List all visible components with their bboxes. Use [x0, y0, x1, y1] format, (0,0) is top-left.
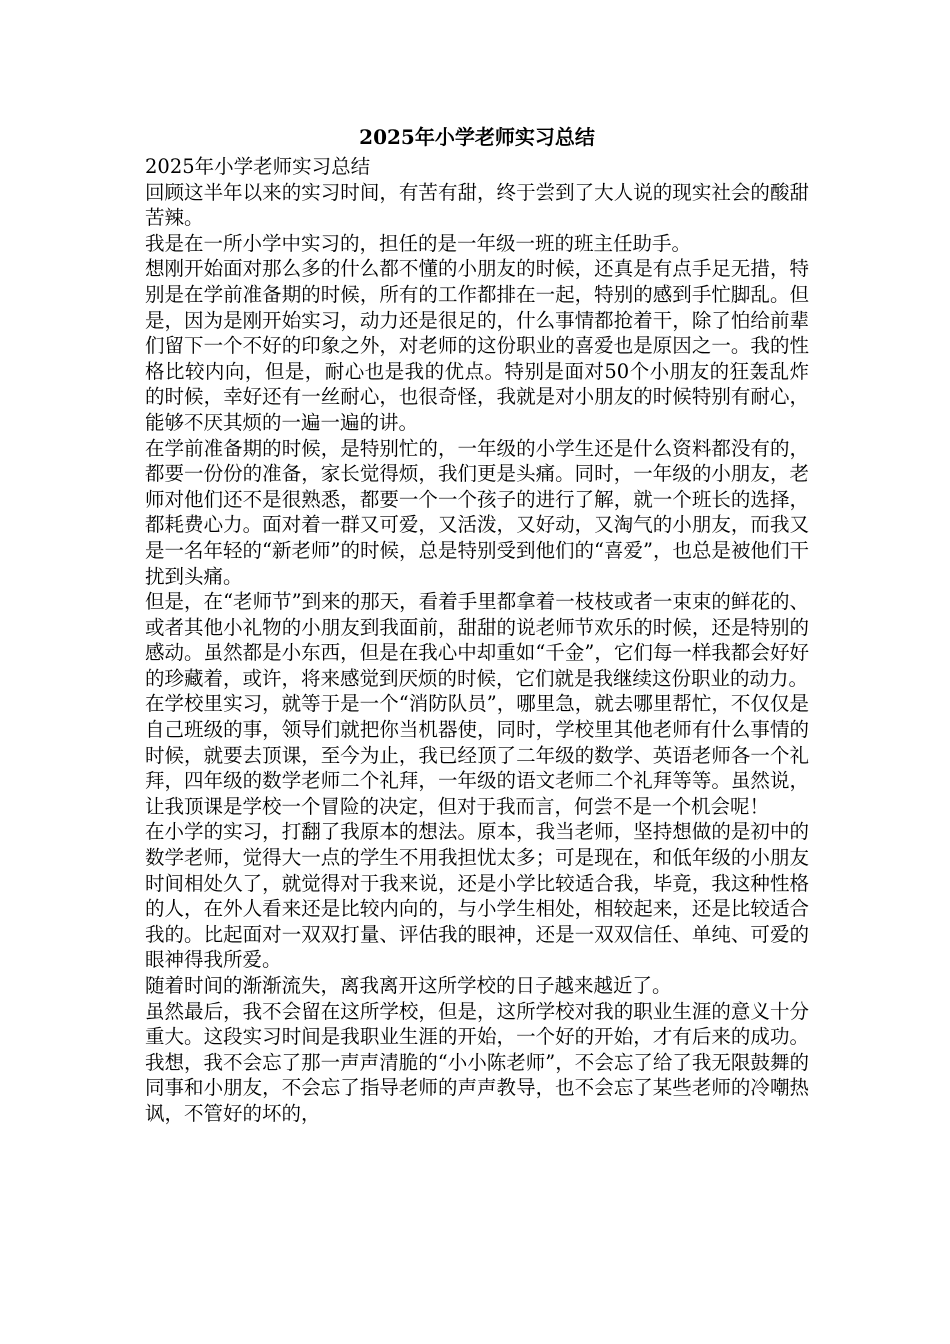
paragraph: 随着时间的渐渐流失，离我离开这所学校的日子越来越近了。: [145, 974, 672, 997]
paragraph: 我是在一所小学中实习的，担任的是一年级一班的班主任助手。: [145, 231, 692, 255]
paragraph: 回顾这半年以来的实习时间，有苦有甜，终于尝到了大人说的现实社会的酸甜苦辣。: [145, 180, 809, 230]
paragraph-subtitle: 2025年小学老师实习总结: [145, 155, 371, 178]
document-title: 2025年小学老师实习总结: [359, 125, 595, 149]
paragraph: 但是，在“老师节”到来的那天，看着手里都拿着一枝枝或者一束束的鲜花的、或者其他小礼物的小朋友到我面前，甜甜的说老师节欢乐的时候，还是特别的感动。虽然都是小东西，但是在我心中却重如“千金”，它们每一样我都会好好的珍藏着，或许，将来感觉到厌烦的时候，它们就是我继续这份职业的动力。: [145, 590, 809, 690]
paragraph: 在学校里实习，就等于是一个“消防队员”，哪里急，就去哪里帮忙，不仅仅是自己班级的事，领导们就把你当机器使，同时，学校里其他老师有什么事情的时候，就要去顶课，至今为止，我已经顶了二年级的数学、英语老师各一个礼拜，四年级的数学老师二个礼拜，一年级的语文老师二个礼拜等等。虽然说，让我顶课是学校一个冒险的决定，但对于我而言，何尝不是一个机会呢！: [145, 692, 809, 818]
paragraph: 在小学的实习，打翻了我原本的想法。原本，我当老师，坚持想做的是初中的数学老师，觉得大一点的学生不用我担忧太多；可是现在，和低年级的小朋友时间相处久了，就觉得对于我来说，还是小学比较适合我，毕竟，我这种性格的人，在外人看来还是比较内向的，与小学生相处，相较起来，还是比较适合我的。比起面对一双双打量、评估我的眼神，还是一双双信任、单纯、可爱的眼神得我所爱。: [145, 820, 809, 972]
paragraph: 在学前准备期的时候，是特别忙的，一年级的小学生还是什么资料都没有的，都要一份份的准备，家长觉得烦，我们更是头痛。同时，一年级的小朋友，老师对他们还不是很熟悉，都要一个一个孩子的进行了解，就一个班长的选择，都耗费心力。面对着一群又可爱，又活泼，又好动，又淘气的小朋友，而我又是一名年轻的“新老师”的时候，总是特别受到他们的“喜爱”，也总是被他们干扰到头痛。: [145, 436, 809, 588]
document-page: [145, 120, 809, 1127]
paragraph: 虽然最后，我不会留在这所学校，但是，这所学校对我的职业生涯的意义十分重大。这段实习时间是我职业生涯的开始，一个好的开始，才有后来的成功。我想，我不会忘了那一声声清脆的“小小陈老师”，不会忘了给了我无限鼓舞的同事和小朋友，不会忘了指导老师的声声教导，也不会忘了某些老师的冷嘲热讽，不管好的坏的，: [145, 999, 809, 1125]
paragraph: 想刚开始面对那么多的什么都不懂的小朋友的时候，还真是有点手足无措，特别是在学前准备期的时候，所有的工作都排在一起，特别的感到手忙脚乱。但是，因为是刚开始实习，动力还是很足的，什么事情都抢着干，除了怕给前辈们留下一个不好的印象之外，对老师的这份职业的喜爱也是原因之一。我的性格比较内向，但是，耐心也是我的优点。特别是面对50个小朋友的狂轰乱炸的时候，幸好还有一丝耐心，也很奇怪，我就是对小朋友的时候特别有耐心，能够不厌其烦的一遍一遍的讲。: [145, 257, 809, 434]
